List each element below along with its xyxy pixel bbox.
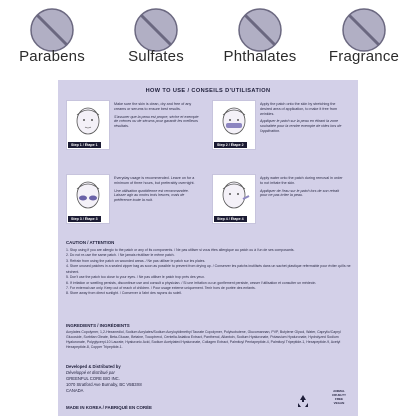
badge-phthalates bbox=[208, 6, 312, 65]
face-apply-icon bbox=[213, 101, 255, 141]
step-text-fr: S'assurer que la peau est propre, sèche et exempte de crèmes ou de sérums pour garantir les meilleurs résultats. bbox=[114, 114, 199, 129]
distributor-country: CANADA bbox=[66, 388, 84, 394]
step-text-en: Apply the patch onto the skin by stretching the desired area of application, to make it free from wrinkles. bbox=[260, 102, 338, 116]
caution-item: 8. Store away from direct sunlight. / Conserver à l'abri des rayons du soleil. bbox=[66, 291, 183, 296]
distributor-address: 1070 Stratford Ave Burnaby, BC V5B3X8 bbox=[66, 382, 142, 388]
free-from-badges bbox=[0, 0, 416, 65]
step-3-illustration bbox=[66, 174, 110, 224]
caution-item: 2. Do not re-use the same patch. / Ne jamais réutiliser le même patch. bbox=[66, 253, 175, 258]
caution-list bbox=[66, 248, 352, 297]
cruelty-free-text bbox=[326, 390, 352, 406]
step-text-fr: Appliquer le patch sur la peau en étirant la zone souhaitée pour la rendre exempte de rides lors de l'application. bbox=[260, 119, 342, 134]
step-text-en: Make sure the skin is clean, dry and free of any creams or serums to ensure best results. bbox=[114, 102, 192, 111]
face-remove-icon bbox=[213, 175, 255, 215]
ingredients-heading: INGREDIENTS / INGRÉDIENTS bbox=[66, 323, 130, 328]
step-text-en: Apply water onto the patch during removal in order to not irritate the skin. bbox=[260, 176, 343, 185]
step-1 bbox=[66, 100, 200, 150]
no-sulfates-icon bbox=[132, 6, 180, 54]
step-2-illustration bbox=[212, 100, 256, 150]
badge-line: ANIMAL bbox=[333, 389, 345, 393]
distributor-block bbox=[66, 364, 142, 394]
step-2 bbox=[212, 100, 346, 150]
step-tag: Step 2 / Étape 2 bbox=[214, 142, 247, 148]
badge-parabens bbox=[0, 6, 104, 65]
step-text-fr: Appliquer de l'eau sur le patch lors de son retrait pour ne pas irriter la peau. bbox=[260, 188, 340, 198]
step-3 bbox=[66, 174, 200, 224]
face-wash-icon bbox=[67, 101, 109, 141]
caution-item: 7. For external use only. Keep out of reach of children. / Pour usage externe uniquement. Tenir hors de portée des enfants. bbox=[66, 285, 256, 290]
badge-label: Parabens bbox=[19, 48, 85, 65]
step-4-illustration bbox=[212, 174, 256, 224]
step-3-text bbox=[114, 176, 200, 203]
step-4 bbox=[212, 174, 346, 224]
how-to-use-title: HOW TO USE / CONSEILS D'UTILISATION bbox=[145, 88, 271, 94]
caution-item: 1. Stop using if you are allergic to the patch or any of its components. / Ne pas utiliser si vous êtes allergique au patch ou à l'un de ses composants. bbox=[66, 248, 295, 252]
distributor-fr: Développé et distribué par bbox=[66, 370, 115, 376]
badge-line: FREE bbox=[334, 396, 343, 401]
distributor-name: GREENFUL CORE BIO INC. bbox=[66, 376, 120, 382]
badge-sulfates bbox=[104, 6, 208, 65]
caution-item: 3. Refrain from using the patch on wounded areas. / Ne pas utiliser le patch sur les plaies. bbox=[66, 258, 206, 263]
caution-item: 4. Store unused patches in a sealed zipper bag as soon as possible to prevent from drying up. / Conserver les patchs inutilisés dans un sachet plastique refermable pour éviter qu'ils ne sèchent. bbox=[66, 264, 351, 274]
step-tag: Step 4 / Étape 4 bbox=[214, 216, 247, 222]
caution-item: 6. If irritation or swelling persists, discontinue use and consult a physician. / Si une irritation ou un gonflement persiste, cesser l'utilisation et consulter un médecin. bbox=[66, 280, 317, 285]
face-patch-icon bbox=[67, 175, 109, 215]
caution-item: 5. Don't use the patch too close to your eyes. / Ne pas utiliser le patch trop près des yeux. bbox=[66, 275, 205, 280]
step-tag: Step 1 / Étape 1 bbox=[68, 142, 101, 148]
step-1-text bbox=[114, 102, 200, 129]
ingredients-text: Acrylates Copolymer, 1,2-Hexanediol, Sodium Acrylates/Sodium Acryloyldimethyl Taurate Copolymer, Polyisobutene, Glucomannan, PVP, Butylene Glycol, Water, Caprylic/Capryl Glucoside, Sorbitan Oleate, Beta-Glucan, Betaine, Tocopherol, Centella Asiatica Extract, Panthenol, Allantoin, Sodium Hyaluronate, Potassium Hyaluronate, Hydrolyzed Sodium Hyaluronate, Polyglyceryl-10 Laurate, Hyaluronic Acid, Sodium Acetylated Hyaluronate, Collagen Extract, Palmitoyl Pentapeptide-4, Palmitoyl Tripeptide-1, Hexapeptide-9, Acetyl Hexapeptide-8, Copper Tripeptide-1. bbox=[66, 330, 341, 350]
step-text-fr: Une utilisation quotidienne est recommandée. Laisser agir au moins trois heures, mais de préférence toute la nuit. bbox=[114, 188, 189, 203]
made-in-korea: MADE IN KOREA / FABRIQUÉ EN CORÉE bbox=[66, 405, 152, 410]
cruelty-free-badge bbox=[326, 390, 352, 410]
caution-heading: CAUTION / ATTENTION bbox=[66, 240, 115, 245]
no-phthalates-icon bbox=[236, 6, 284, 54]
no-fragrance-icon bbox=[340, 6, 388, 54]
badge-fragrance bbox=[312, 6, 416, 65]
step-text-en: Everyday usage is recommended. Leave on for a minimum of three hours, but preferably overnight. bbox=[114, 176, 195, 185]
no-parabens-icon bbox=[28, 6, 76, 54]
badge-line: CRUELTY bbox=[332, 392, 346, 397]
distributor-en: Developed & Distributed by bbox=[66, 364, 121, 369]
badge-label: Phthalates bbox=[223, 48, 297, 65]
badge-label: Sulfates bbox=[128, 48, 184, 65]
recycle-icon bbox=[296, 394, 310, 408]
badge-line: VEGAN bbox=[333, 400, 345, 405]
step-4-text bbox=[260, 176, 346, 198]
step-1-illustration bbox=[66, 100, 110, 150]
step-tag: Step 3 / Étape 3 bbox=[68, 216, 101, 222]
step-2-text bbox=[260, 102, 346, 134]
badge-label: Fragrance bbox=[328, 48, 400, 65]
